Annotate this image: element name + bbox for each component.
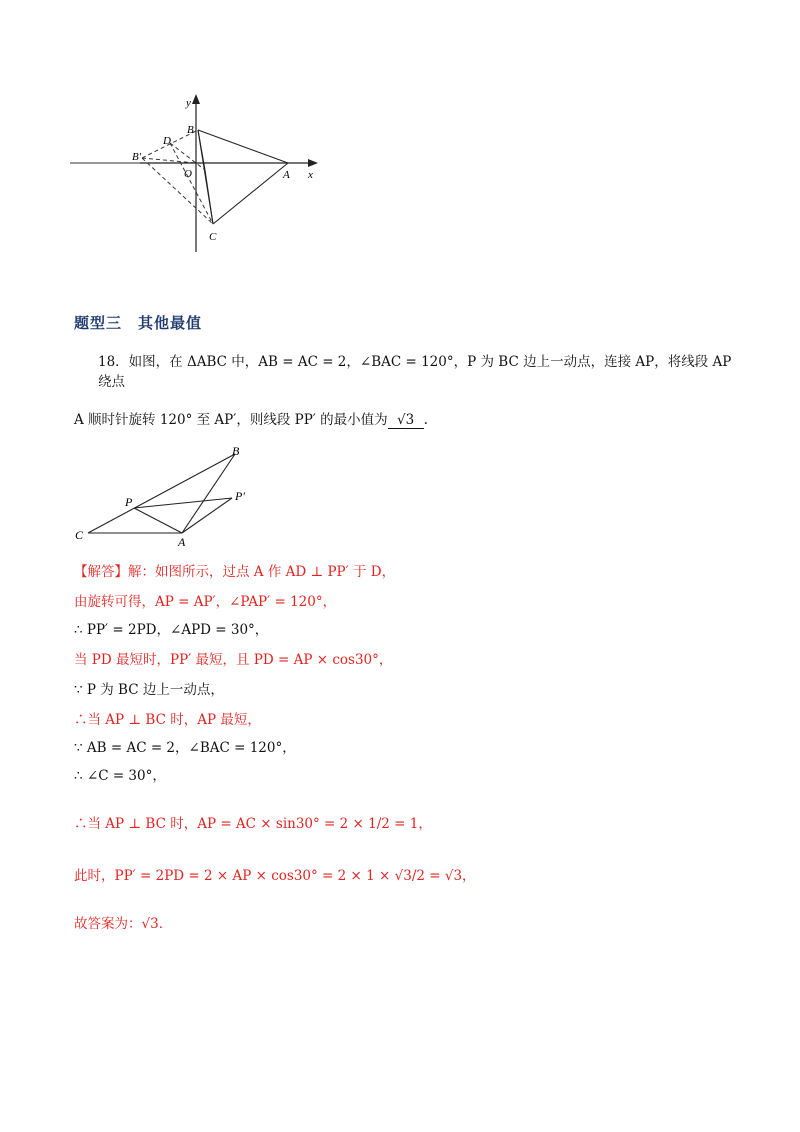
section-title: 题型三 其他最值 [74,314,203,332]
label-y: y [186,97,191,109]
figure-coordinate-diagram [70,90,330,260]
label-Pprime: P′ [235,489,245,503]
solution-line-2: 由旋转可得，AP = AP′，∠PAP′ = 120°， [74,594,337,610]
problem-line-2-text: A 顺时针旋转 120° 至 AP′，则线段 PP′ 的最小值为 [74,412,388,428]
solution-line-1 [74,562,395,582]
solution-line-7: ∵ AB = AC = 2，∠BAC = 120°， [74,740,296,756]
label-C: C [75,528,84,542]
figure-triangle [70,440,270,550]
label-B: B [232,444,240,458]
label-Bprime: B′ [132,151,142,163]
label-D: D [163,135,171,147]
label-C: C [209,231,217,243]
label-x: x [308,169,313,181]
label-B: B [187,124,194,136]
problem-line-2 [74,408,428,429]
solution-line-6: ∴当 AP ⊥ BC 时，AP 最短， [74,712,261,728]
label-O: O [184,168,192,180]
solution-line-9: ∴当 AP ⊥ BC 时，AP = AC × sin30° = 2 × 1/2 = 1， [74,816,432,832]
solution-line-3: ∴ PP′ = 2PD，∠APD = 30°， [74,622,269,638]
solution-line-5: ∵ P 为 BC 边上一动点， [74,682,224,698]
label-A: A [283,169,290,181]
solution-text: 解：如图所示，过点 A 作 AD ⊥ PP′ 于 D， [128,564,396,580]
solution-tag: 【解答】 [74,564,128,580]
problem-line-2-end: . [423,412,428,428]
solution-line-11: 故答案为：√3． [74,916,173,932]
answer-blank: √3 [388,412,424,429]
solution-line-8: ∴ ∠C = 30°， [74,768,166,784]
solution-line-4: 当 PD 最短时，PP′ 最短，且 PD = AP × cos30°， [74,652,393,668]
solution-line-10: 此时，PP′ = 2PD = 2 × AP × cos30° = 2 × 1 × √3/2 = √3， [74,868,476,884]
label-A: A [178,535,186,549]
problem-line-1: 18．如图，在 ΔABC 中，AB = AC = 2，∠BAC = 120°，P 为 BC 边上一动点，连接 AP，将线段 AP 绕点 [98,354,732,390]
label-P: P [125,495,133,509]
